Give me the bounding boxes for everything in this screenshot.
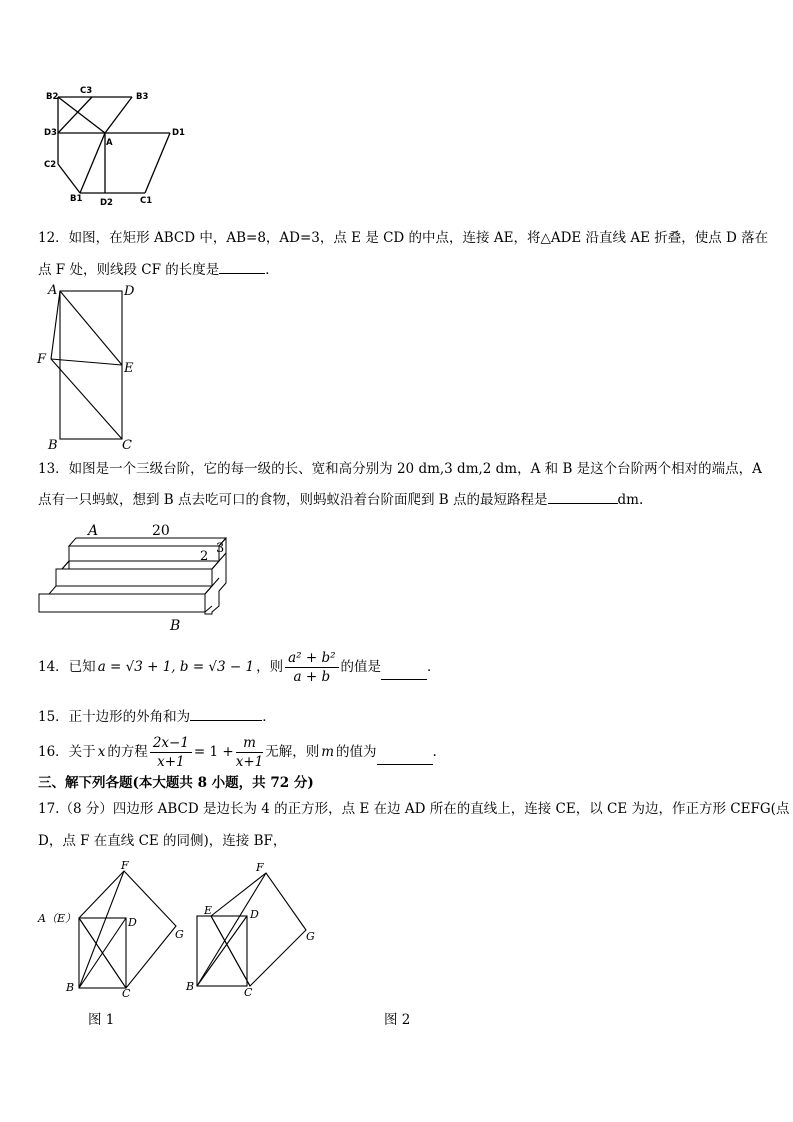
q16-answer-blank[interactable]: [377, 750, 433, 765]
label-D1: D1: [172, 128, 185, 138]
figure-q17-2: [180, 860, 330, 1000]
q12-label-F: F: [37, 352, 47, 367]
q15-line: [38, 706, 276, 727]
q17-line2: D，点 F 在直线 CE 的同侧)，连接 BF，: [38, 833, 287, 849]
q14-frac-num: a² + b²: [285, 649, 338, 668]
q14-end: ．: [427, 659, 441, 675]
q16-line: [38, 733, 437, 771]
label-D3: D3: [44, 128, 57, 138]
q17-fig2-label-B: B: [186, 980, 195, 993]
section-3-title: 三、解下列各题(本大题共 8 小题，共 72 分): [38, 775, 314, 791]
q14-prefix: 14．已知: [38, 659, 96, 675]
q14-line: [38, 648, 441, 686]
q13-label-A: A: [88, 523, 99, 539]
q14-frac-den: a + b: [293, 668, 331, 685]
q12-label-B: B: [48, 438, 58, 453]
q14-answer-blank[interactable]: [381, 665, 427, 680]
q13-label-20: 20: [152, 523, 170, 539]
q14-fraction: [285, 649, 338, 686]
q16-eq: = 1 +: [193, 744, 234, 760]
q13-label-B: B: [170, 618, 181, 634]
label-B2: B2: [46, 92, 59, 102]
q16-end: .: [432, 744, 437, 760]
q15-end: ．: [262, 709, 276, 725]
q13-label-3: 3: [216, 541, 225, 556]
q16-frac1-den: x+1: [157, 753, 185, 770]
q16-mid2: 无解，则: [265, 744, 320, 760]
q16-fraction-2: [236, 734, 264, 771]
q17-line1: 17.（8 分）四边形 ABCD 是边长为 4 的正方形，点 E 在边 AD 所在的直线上，连接 CE，以 CE 为边，作正方形 CEFG(点: [38, 801, 790, 817]
q16-frac1-num: 2x−1: [150, 734, 192, 753]
figure-q13-stairs: [36, 518, 246, 638]
q12-label-A: A: [48, 283, 58, 298]
label-B3: B3: [136, 92, 149, 102]
q15-text: 15．正十边形的外角和为: [38, 709, 191, 725]
q16-mid1: 的方程: [107, 744, 148, 760]
q16-frac2-den: x+1: [235, 753, 264, 770]
q16-frac2-num: m: [236, 734, 264, 753]
label-B1: B1: [70, 194, 83, 204]
q17-caption-1: 图 1: [88, 1012, 115, 1028]
figure-q12: [36, 282, 146, 453]
q16-var-m: m: [321, 744, 335, 760]
q12-label-E: E: [124, 361, 134, 376]
q15-answer-blank[interactable]: [190, 706, 262, 721]
figure-q17-1: [36, 860, 196, 1000]
q12-line1: 12．如图，在矩形 ABCD 中，AB=8，AD=3，点 E 是 CD 的中点，连接 AE，将△ADE 沿直线 AE 折叠，使点 D 落在: [38, 230, 769, 246]
q13-answer-blank[interactable]: [548, 489, 618, 504]
q13-line2-end: dm.: [617, 492, 644, 508]
q17-fig1-label-F: F: [121, 859, 129, 872]
q13-line1: 13．如图是一个三级台阶，它的每一级的长、宽和高分别为 20 dm,3 dm,2 dm，A 和 B 是这个台阶两个相对的端点，A: [38, 461, 762, 477]
q12-line2-end: ．: [265, 262, 279, 278]
q16-fraction-1: [150, 734, 192, 771]
q17-fig1-label-C: C: [122, 987, 131, 1000]
q17-caption-2: 图 2: [384, 1012, 411, 1028]
q13-line2: [38, 489, 643, 510]
q16-var-x: x: [97, 744, 106, 760]
label-D2: D2: [100, 198, 113, 208]
figure-q11: [40, 85, 190, 210]
q12-label-C: C: [122, 438, 132, 453]
q17-fig2-label-E: E: [204, 904, 213, 917]
q13-label-2: 2: [200, 549, 209, 564]
q14-condition: a = √3 + 1, b = √3 − 1: [97, 659, 255, 675]
label-C1: C1: [140, 196, 153, 206]
q13-line2-text: 点有一只蚂蚁，想到 B 点去吃可口的食物，则蚂蚁沿着台阶面爬到 B 点的最短路程是: [38, 492, 548, 508]
q17-fig2-label-C: C: [244, 986, 253, 999]
q16-prefix: 16．关于: [38, 744, 96, 760]
q17-fig2-label-G: G: [306, 930, 315, 943]
q17-fig1-label-G: G: [175, 928, 184, 941]
label-C2: C2: [44, 160, 57, 170]
q17-fig1-label-AE: A（E）: [38, 912, 76, 925]
q14-mid: ，则: [256, 659, 284, 675]
label-A: A: [106, 138, 113, 148]
q14-suffix: 的值是: [340, 659, 382, 675]
q17-fig2-label-F: F: [256, 861, 264, 874]
q16-mid3: 的值为: [336, 744, 377, 760]
q17-fig2-label-D: D: [250, 908, 259, 921]
q17-fig1-label-B: B: [66, 981, 75, 994]
q17-fig1-label-D: D: [128, 916, 137, 929]
q12-line2-text: 点 F 处，则线段 CF 的长度是: [38, 262, 220, 278]
q12-label-D: D: [124, 284, 135, 299]
q12-line2: [38, 259, 279, 280]
q12-answer-blank[interactable]: [219, 259, 265, 274]
label-C3: C3: [80, 86, 93, 96]
